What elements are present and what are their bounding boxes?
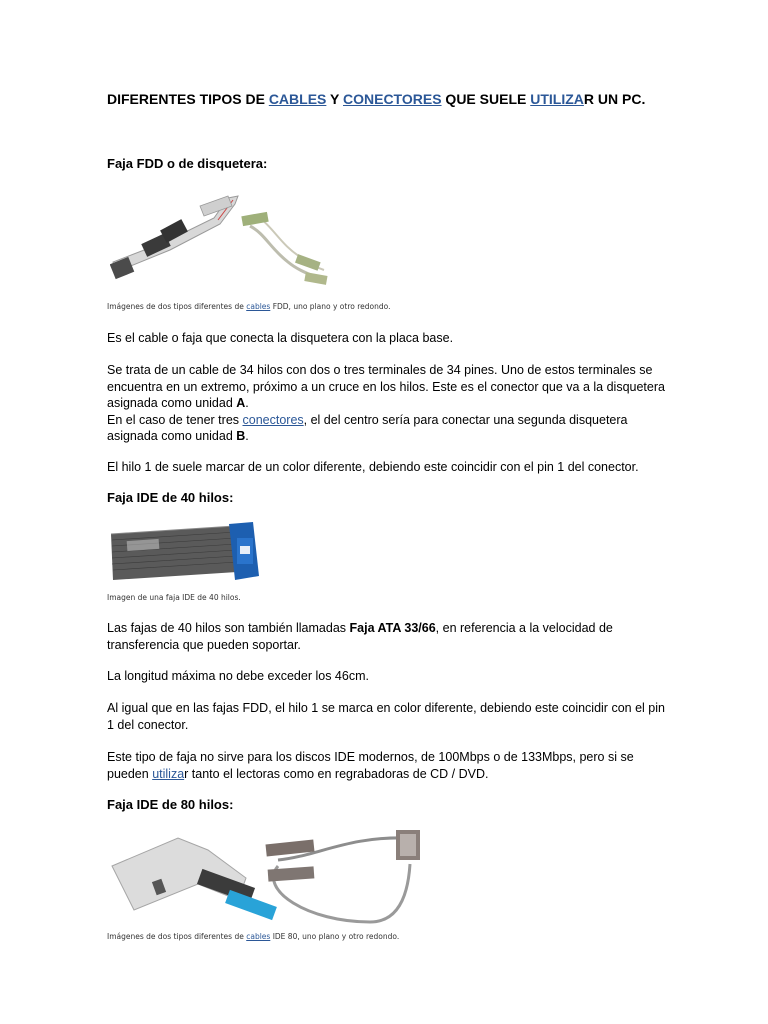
ide40-paragraph-4: Este tipo de faja no sirve para los discos IDE modernos, de 100Mbps o de 133Mbps, pero si se pueden utilizar tanto el lectoras como en regrabadoras de CD / DVD. [107, 750, 634, 781]
fdd-heading: Faja FDD o de disquetera: [107, 156, 268, 171]
fdd-caption: Imágenes de dos tipos diferentes de cables FDD, uno plano y otro redondo. [107, 302, 391, 311]
fdd-cables-image [110, 188, 335, 296]
conectores-inline-link[interactable]: conectores [242, 412, 304, 427]
ide40-paragraph-2: La longitud máxima no debe exceder los 46cm. [107, 669, 369, 683]
ide40-paragraph-1: Las fajas de 40 hilos son también llamadas Faja ATA 33/66, en referencia a la velocidad de transferencia que pueden soportar. [107, 621, 613, 652]
ide40-cable-image [109, 520, 261, 584]
conectores-link[interactable]: CONECTORES [343, 91, 442, 107]
utilizar-link[interactable]: utiliza [152, 766, 185, 781]
ide80-caption: Imágenes de dos tipos diferentes de cables IDE 80, uno plano y otro redondo. [107, 932, 400, 941]
fdd-paragraph-4: El hilo 1 de suele marcar de un color diferente, debiendo este coincidir con el pin 1 del conector. [107, 460, 639, 474]
cables-link[interactable]: CABLES [268, 91, 327, 107]
ide40-caption: Imagen de una faja IDE de 40 hilos. [107, 593, 241, 602]
utiliza-link[interactable]: UTILIZA [530, 91, 584, 107]
fdd-paragraph-2: Se trata de un cable de 34 hilos con dos o tres terminales de 34 pines. Uno de estos terminales se encuentra en un extremo, próximo a un cruce en los hilos. Este es el conector que va a la disquetera asignada como unidad A. En el caso de tener tres conectores, el del centro sería para conectar una segunda disquetera asignada como unidad B. [107, 363, 665, 443]
caption80-cables-link[interactable]: cables [246, 932, 271, 941]
fdd-paragraph-1: Es el cable o faja que conecta la disquetera con la placa base. [107, 331, 454, 345]
caption-cables-link[interactable]: cables [246, 302, 271, 311]
ide80-cables-image [108, 826, 428, 928]
ide80-heading: Faja IDE de 80 hilos: [107, 797, 234, 812]
page-title: DIFERENTES TIPOS DE CABLES Y CONECTORES QUE SUELE UTILIZAR UN PC. [107, 91, 646, 107]
ide40-paragraph-3: Al igual que en las fajas FDD, el hilo 1 se marca en color diferente, debiendo este coincidir con el pin 1 del conector. [107, 701, 665, 732]
ide40-heading: Faja IDE de 40 hilos: [107, 490, 234, 505]
